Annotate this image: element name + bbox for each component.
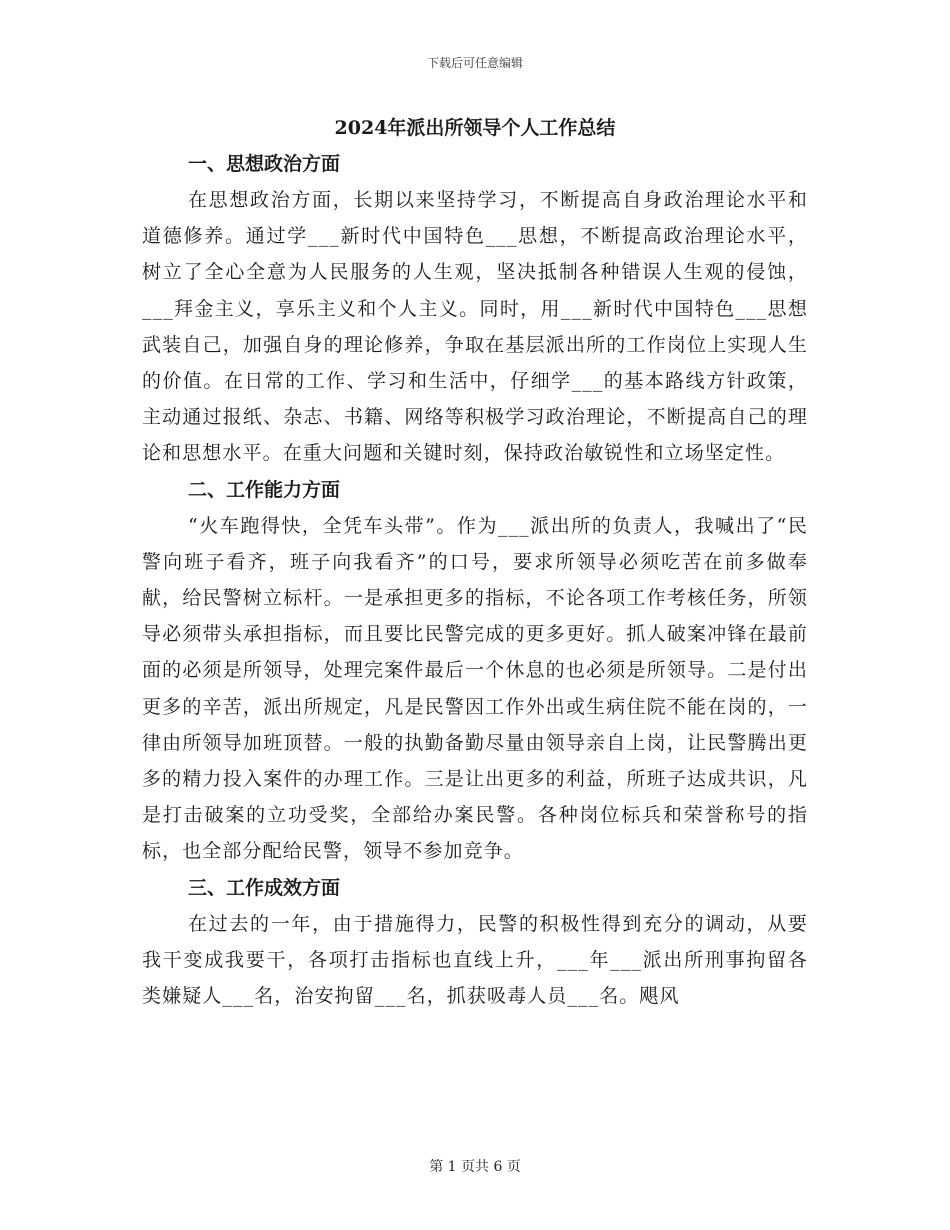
section-heading: 二、工作能力方面: [188, 478, 341, 501]
section-heading: 三、工作成效方面: [188, 876, 341, 899]
section-paragraph: 在过去的一年，由于措施得力，民警的积极性得到充分的调动，从要我干变成我要干，各项打击指标也直线上升，___年___派出所刑事拘留各类嫌疑人___名，治安拘留___名，抓获吸毒人员___名。飓风: [142, 912, 808, 1008]
section-work-results: [142, 870, 808, 1015]
header-note: 下载后可任意编辑: [426, 56, 523, 70]
section-ideology: [142, 146, 808, 472]
section-paragraph: 在思想政治方面，长期以来坚持学习，不断提高自身政治理论水平和道德修养。通过学___新时代中国特色___思想，不断提高政治理论水平，树立了全心全意为人民服务的人生观，坚决抵制各种错误人生观的侵蚀，___拜金主义，享乐主义和个人主义。同时，用___新时代中国特色___思想武装自己，加强自身的理论修养，争取在基层派出所的工作岗位上实现人生的价值。在日常的工作、学习和生活中，仔细学___的基本路线方针政策，主动通过报纸、杂志、书籍、网络等积极学习政治理论，不断提高自己的理论和思想水平。在重大问题和关键时刻，保持政治敏锐性和立场坚定性。: [142, 189, 808, 465]
document-body: [142, 110, 808, 1014]
page-number: 第 1 页共 6 页: [429, 1159, 521, 1175]
document-title: 2024年派出所领导个人工作总结: [334, 117, 616, 139]
section-work-ability: [142, 472, 808, 870]
section-paragraph: “火车跑得快，全凭车头带”。作为___派出所的负责人，我喊出了“民警向班子看齐，班子向我看齐”的口号，要求所领导必须吃苦在前多做奉献，给民警树立标杆。一是承担更多的指标，不论各项工作考核任务，所领导必须带头承担指标，而且要比民警完成的更多更好。抓人破案冲锋在最前面的必须是所领导，处理完案件最后一个休息的也必须是所领导。二是付出更多的辛苦，派出所规定，凡是民警因工作外出或生病住院不能在岗的，一律由所领导加班顶替。一般的执勤备勤尽量由领导亲自上岗，让民警腾出更多的精力投入案件的办理工作。三是让出更多的利益，所班子达成共识，凡是打击破案的立功受奖，全部给办案民警。各种岗位标兵和荣誉称号的指标，也全部分配给民警，领导不参加竞争。: [142, 514, 808, 863]
section-heading: 一、思想政治方面: [188, 153, 341, 175]
